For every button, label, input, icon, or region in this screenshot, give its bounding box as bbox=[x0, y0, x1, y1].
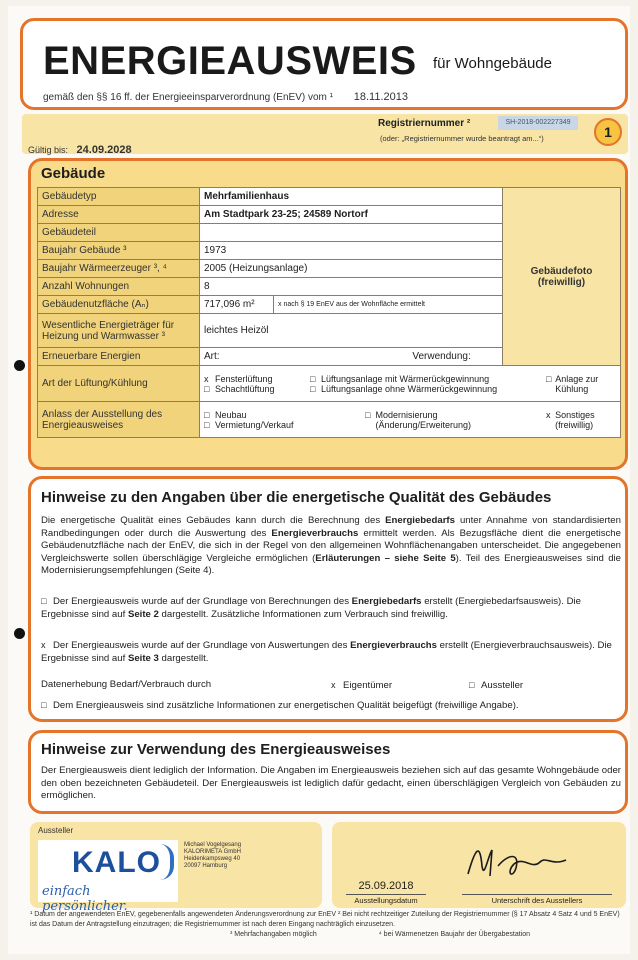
valid-until bbox=[28, 144, 132, 156]
label-kuehlung: Anlage zur Kühlung bbox=[555, 373, 599, 394]
notes-title: Hinweise zu den Angaben über die energetische Qualität des Gebäudes bbox=[41, 489, 552, 506]
punch-hole-icon bbox=[14, 628, 25, 639]
nutzflaeche-checkbox[interactable]: x bbox=[278, 301, 282, 308]
nutzflaeche-note bbox=[274, 296, 503, 314]
document-subtitle: für Wohngebäude bbox=[433, 55, 552, 72]
logo-wordmark: KALO bbox=[72, 846, 161, 879]
checkbox-schachtlueftung[interactable]: □ bbox=[204, 383, 210, 394]
label-gebaeudetyp: Gebäudetyp bbox=[38, 188, 200, 206]
document-page bbox=[8, 6, 630, 954]
label-lueftung: Art der Lüftung/Kühlung bbox=[38, 366, 200, 402]
kalo-logo bbox=[38, 840, 178, 914]
label-lueftung-ohne-wrg: Lüftungsanlage ohne Wärmerückgewinnung bbox=[321, 383, 498, 394]
checkbox-vermietung[interactable]: □ bbox=[204, 419, 210, 430]
bedarf-text-3: dargestellt. Zusätzliche Informationen zum Verbrauch sind freiwillig. bbox=[158, 608, 448, 620]
label-eigentuemer: Eigentümer bbox=[343, 680, 393, 691]
value-gebaeudetyp: Mehrfamilienhaus bbox=[200, 188, 503, 206]
option-verbrauchsausweis bbox=[41, 639, 621, 665]
value-erneuerbare bbox=[200, 348, 503, 366]
issuer-label: Aussteller bbox=[38, 826, 74, 835]
label-neubau: Neubau bbox=[215, 409, 247, 420]
legal-reference bbox=[43, 91, 408, 103]
checkbox-zusatzinfo[interactable]: □ bbox=[41, 700, 47, 710]
issuer-name: Michael Vogelgesang bbox=[184, 842, 242, 848]
value-adresse: Am Stadtpark 23-25; 24589 Nortorf bbox=[200, 206, 503, 224]
issuer-street: Heidenkampsweg 40 bbox=[184, 856, 241, 862]
value-lueftung bbox=[200, 366, 621, 402]
footnote-1: ¹ Datum der angewendeten EnEV, gegebenenfalls angewendeten Änderungsverordnung zur EnEV ² Bei nicht rechtzeitiger Zuteilung der Registriernummer (§ 17 Absatz 4 Satz 4 und 5 EnEV) ist das Datum der Antragstellung einzutragen; die Registriernummer ist nach deren Eingang nachträglich einzusetzen. bbox=[30, 911, 620, 928]
notes-paragraph bbox=[41, 515, 621, 578]
bedarf-bold-2: Seite 2 bbox=[127, 608, 159, 620]
verbrauch-text-1: Der Energieausweis wurde auf der Grundlage von Auswertungen des bbox=[53, 640, 351, 651]
label-gebaeudeteil: Gebäudeteil bbox=[38, 224, 200, 242]
value-wohnungen: 8 bbox=[200, 278, 503, 296]
label-vermietung: Vermietung/Verkauf bbox=[215, 419, 294, 430]
row-gebaeudetyp bbox=[38, 188, 621, 206]
value-energietraeger: leichtes Heizöl bbox=[200, 314, 503, 348]
notes-bold-2: Energieverbrauchs bbox=[271, 527, 359, 539]
notes-text-1: Die energetische Qualität eines Gebäudes kann durch die Berechnung des bbox=[41, 515, 386, 526]
bedarf-text-2: erstellt (Energiebedarfsausweis). Die Ergebnisse sind auf bbox=[41, 596, 581, 620]
verbrauch-text-3: dargestellt. bbox=[158, 652, 209, 664]
nutzflaeche-note-text: nach § 19 EnEV aus der Wohnfläche ermittelt bbox=[283, 301, 425, 308]
building-section bbox=[28, 158, 628, 470]
label-anlass: Anlass der Ausstellung des Energieausweises bbox=[38, 402, 200, 438]
label-aussteller: Aussteller bbox=[481, 680, 524, 691]
logo-tagline: einfach persönlicher. bbox=[42, 884, 128, 914]
notes-bold-3: Erläuterungen – siehe Seite 5 bbox=[315, 552, 456, 564]
label-sonstiges: Sonstiges (freiwillig) bbox=[555, 409, 595, 430]
page-number-badge: 1 bbox=[594, 118, 622, 146]
notes-text-3: ermittelt werden. Als Bezugsfläche dient die energetische Gebäudenutzfläche nach der EnEV, die sich in der Regel von den allgemeinen Wohnflächenangaben unterscheidet. Die angegebenen Vergleichswerte sollen überschlägige Vergleiche ermöglichen ( bbox=[41, 527, 621, 564]
title-frame bbox=[20, 18, 628, 110]
datenerhebung-label: Datenerhebung Bedarf/Verbrauch durch bbox=[41, 679, 212, 690]
checkbox-lueftung-mit-wrg[interactable]: □ bbox=[310, 373, 316, 384]
checkbox-sonstiges[interactable]: x bbox=[546, 409, 551, 420]
legal-text: gemäß den §§ 16 ff. der Energieeinsparverordnung (EnEV) vom ¹ bbox=[43, 92, 333, 103]
footnotes bbox=[30, 910, 628, 940]
footnote-3: ³ Mehrfachangaben möglich bbox=[230, 931, 317, 938]
registration-note: (oder: „Registriernummer wurde beantragt am...“) bbox=[380, 134, 544, 143]
building-photo-placeholder: Gebäudefoto (freiwillig) bbox=[503, 188, 621, 366]
notes-section bbox=[28, 476, 628, 722]
value-nutzflaeche: 717,096 m² bbox=[200, 296, 274, 314]
footnote-4: ⁴ bei Wärmenetzen Baujahr der Übergabestation bbox=[378, 931, 530, 938]
label-fensterlueftung: Fensterlüftung bbox=[215, 373, 273, 384]
document-title: ENERGIEAUSWEIS bbox=[43, 39, 417, 83]
verbrauch-text-2: erstellt (Energieverbrauchsausweis). Die Ergebnisse sind auf bbox=[41, 640, 612, 664]
issue-date-label: Ausstellungsdatum bbox=[346, 894, 426, 905]
checkbox-fensterlueftung[interactable]: x bbox=[204, 373, 209, 384]
notes-text-2: unter Annahme von standardisierten Randbedingungen oder durch die Auswertung des bbox=[41, 515, 621, 539]
verbrauch-bold-1: Energieverbrauchs bbox=[350, 640, 437, 651]
verbrauch-bold-2: Seite 3 bbox=[127, 652, 159, 664]
checkbox-bedarfsausweis[interactable]: □ bbox=[41, 596, 47, 606]
label-zusatzinfo: Dem Energieausweis sind zusätzliche Informationen zur energetischen Qualität beigefügt (freiwillige Angabe). bbox=[53, 700, 519, 711]
building-section-title: Gebäude bbox=[41, 165, 106, 182]
notes-bold-1: Energiebedarfs bbox=[385, 515, 455, 526]
erneuerbare-art: Art: bbox=[204, 351, 220, 362]
usage-section bbox=[28, 730, 628, 814]
issuer-company: KALORIMETA GmbH bbox=[184, 849, 241, 855]
checkbox-eigentuemer[interactable]: x bbox=[331, 680, 336, 690]
row-anlass bbox=[38, 402, 621, 438]
label-erneuerbare: Erneuerbare Energien bbox=[38, 348, 200, 366]
value-anlass bbox=[200, 402, 621, 438]
label-nutzflaeche: Gebäudenutzfläche (Aₙ) bbox=[38, 296, 200, 314]
signature-label: Unterschrift des Ausstellers bbox=[462, 894, 612, 905]
value-baujahr: 1973 bbox=[200, 242, 503, 260]
datenerhebung-row bbox=[41, 679, 621, 692]
option-bedarfsausweis bbox=[41, 595, 621, 621]
footnote-row bbox=[30, 930, 628, 940]
value-waermeerzeuger: 2005 (Heizungsanlage) bbox=[200, 260, 503, 278]
notes-text-4: ). Teil des Energieausweises sind die Modernisierungsempfehlungen (Seite 4). bbox=[41, 552, 621, 576]
bedarf-text-1: Der Energieausweis wurde auf der Grundlage von Berechnungen des bbox=[53, 596, 352, 607]
signature-icon bbox=[462, 836, 572, 886]
punch-hole-icon bbox=[14, 360, 25, 371]
label-schachtlueftung: Schachtlüftung bbox=[215, 383, 275, 394]
issuer-address bbox=[184, 842, 241, 870]
row-lueftung bbox=[38, 366, 621, 402]
valid-label: Gültig bis: bbox=[28, 145, 69, 155]
value-gebaeudeteil bbox=[200, 224, 503, 242]
valid-date: 24.09.2028 bbox=[76, 144, 132, 156]
label-waermeerzeuger: Baujahr Wärmeerzeuger ³, ⁴ bbox=[38, 260, 200, 278]
signature-panel bbox=[332, 822, 626, 908]
checkbox-lueftung-ohne-wrg[interactable]: □ bbox=[310, 383, 316, 394]
checkbox-modernisierung[interactable]: □ bbox=[365, 409, 371, 420]
enev-date: 18.11.2013 bbox=[353, 91, 409, 103]
registration-label: Registriernummer ² bbox=[378, 118, 471, 129]
label-energietraeger: Wesentliche Energieträger für Heizung und Warmwasser ³ bbox=[38, 314, 200, 348]
label-lueftung-mit-wrg: Lüftungsanlage mit Wärmerückgewinnung bbox=[321, 373, 490, 384]
zusatzinfo-row bbox=[41, 699, 621, 713]
logo-swoosh-icon bbox=[160, 844, 174, 880]
issuer-panel bbox=[30, 822, 322, 914]
building-table bbox=[37, 187, 621, 438]
registration-number: SH-2018-002227349 bbox=[498, 116, 578, 130]
usage-text: Der Energieausweis dient lediglich der Information. Die Angaben im Energieausweis beziehen sich auf das gesamte Wohngebäude oder den oben bezeichneten Gebäudeteil. Der Energieausweis ist lediglich dafür gedacht, einen überschlägigen Vergleich von Gebäuden zu ermöglichen. bbox=[41, 765, 621, 801]
label-adresse: Adresse bbox=[38, 206, 200, 224]
label-baujahr: Baujahr Gebäude ³ bbox=[38, 242, 200, 260]
checkbox-neubau[interactable]: □ bbox=[204, 409, 210, 420]
bedarf-bold-1: Energiebedarfs bbox=[351, 596, 422, 607]
erneuerbare-verwendung: Verwendung: bbox=[412, 351, 471, 362]
checkbox-kuehlung[interactable]: □ bbox=[546, 373, 552, 384]
label-modernisierung: Modernisierung (Änderung/Erweiterung) bbox=[375, 409, 472, 430]
issue-date: 25.09.2018 bbox=[358, 880, 414, 892]
issuer-city: 20097 Hamburg bbox=[184, 863, 228, 869]
checkbox-verbrauchsausweis[interactable]: x bbox=[41, 640, 46, 650]
checkbox-aussteller[interactable]: □ bbox=[469, 680, 475, 690]
usage-title: Hinweise zur Verwendung des Energieausweises bbox=[41, 741, 391, 758]
label-wohnungen: Anzahl Wohnungen bbox=[38, 278, 200, 296]
